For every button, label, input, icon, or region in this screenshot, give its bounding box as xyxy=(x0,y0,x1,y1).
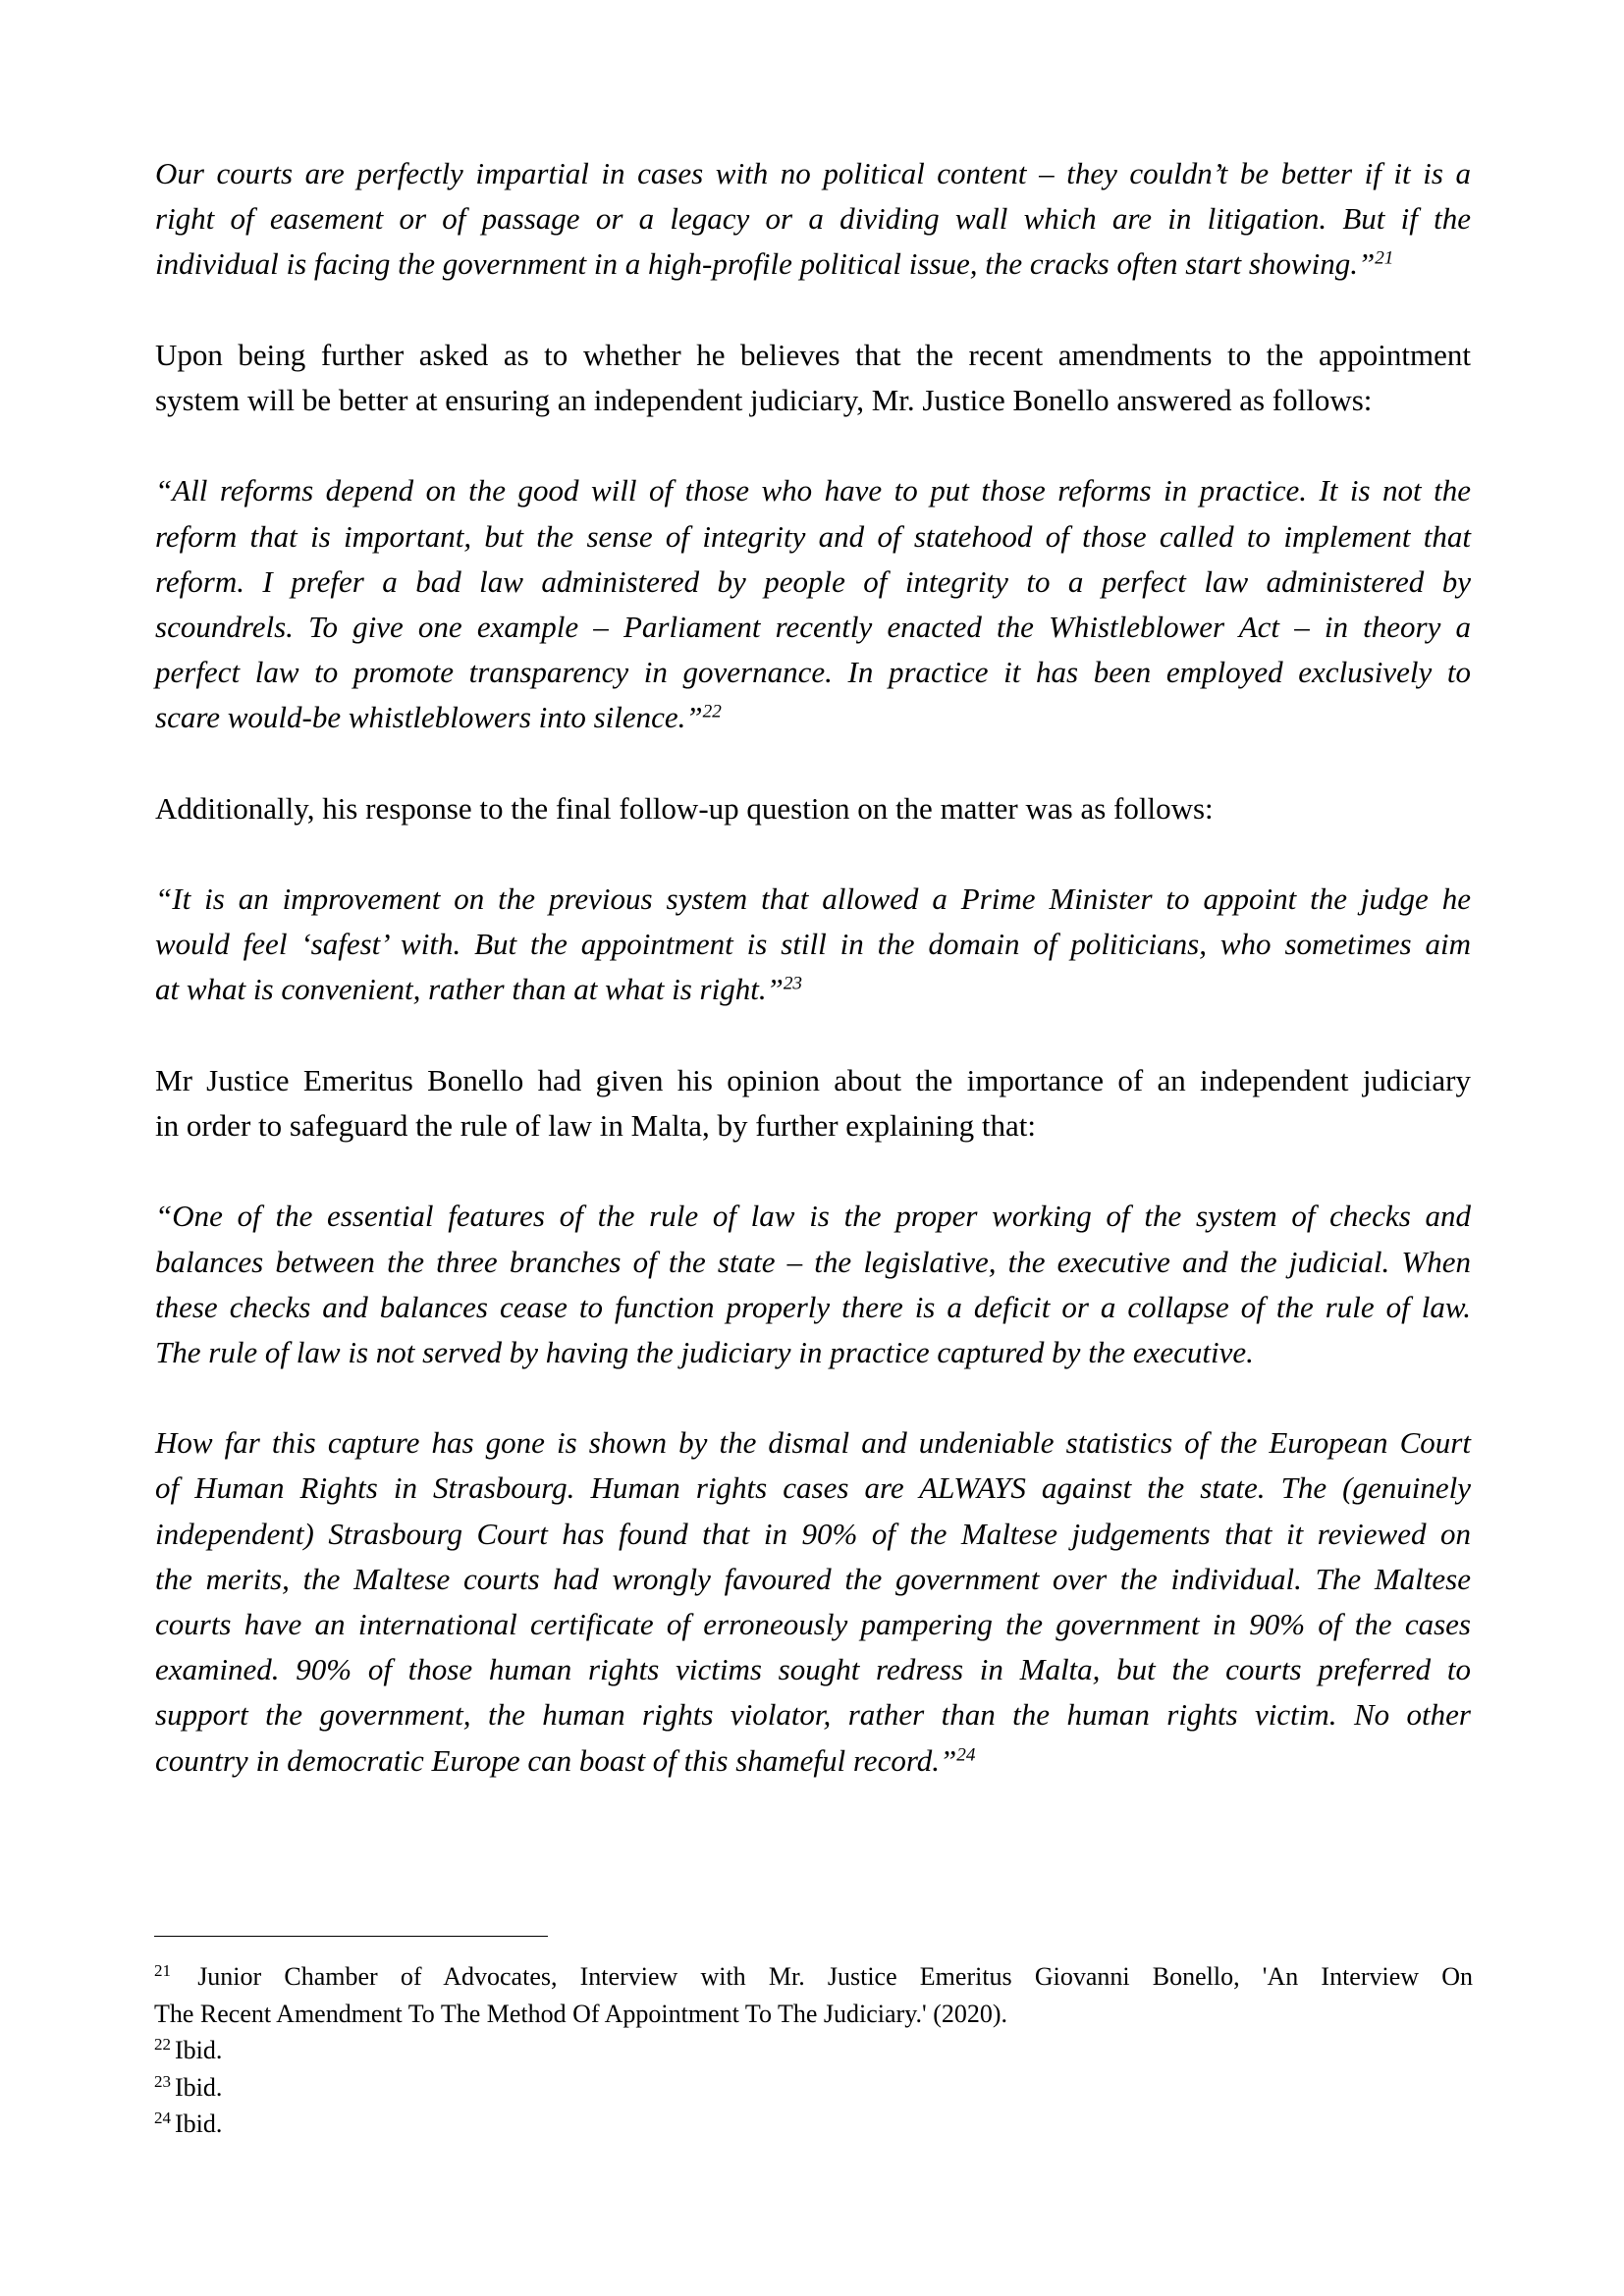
text-line: perfect law to promote transparency in governance. In practice it has been employed exclusively to xyxy=(155,655,1471,690)
text-line: in order to safeguard the rule of law in Malta, by further explaining that: xyxy=(155,1107,1036,1143)
footnote-21: $^{21}$ Junior Chamber of Advocates, Interview with Mr. Justice Emeritus Giovanni Bonello, 'An Interview On xyxy=(154,1961,1473,1991)
text-line: examined. 90% of those human rights victims sought redress in Malta, but the courts preferred to xyxy=(155,1652,1471,1687)
footnote-ref-21[interactable]: 21 xyxy=(1375,247,1394,269)
text-line: right of easement or of passage or a legacy or a dividing wall which are in litigation. But if the xyxy=(155,201,1471,237)
text-line: “All reforms depend on the good will of those who have to put those reforms in practice. It is not the xyxy=(155,473,1471,508)
footnote-number: 24 xyxy=(154,2109,171,2127)
footnote-24: $^{24}$ Ibid. xyxy=(154,2109,223,2138)
text-line: courts have an international certificate of erroneously pampering the government in 90% of the cases xyxy=(155,1607,1471,1641)
quote-paragraph-5 xyxy=(155,1420,1471,1784)
footnote-number: 22 xyxy=(154,2035,171,2054)
text-line: these checks and balances cease to function properly there is a deficit or a collapse of the rule of law. xyxy=(155,1289,1471,1324)
text-line: Our courts are perfectly impartial in cases with no political content – they couldn’t be better if it is a xyxy=(155,156,1471,190)
text-line: reform. I prefer a bad law administered by people of integrity to a perfect law administered by xyxy=(155,563,1471,599)
footnotes xyxy=(154,1958,1473,2143)
text-line: would feel ‘safest’ with. But the appointment is still in the domain of politicians, who sometimes aim xyxy=(155,927,1471,962)
footnote-number: 21 xyxy=(154,1961,171,1980)
narrative-paragraph-3 xyxy=(155,1058,1471,1148)
footnote-23: $^{23}$ Ibid. xyxy=(154,2071,223,2102)
quote-paragraph-1 xyxy=(155,151,1471,288)
text-line: balances between the three branches of the state – the legislative, the executive and the judicial. When xyxy=(155,1244,1471,1279)
text-line: Upon being further asked as to whether he believes that the recent amendments to the appointment xyxy=(155,337,1471,372)
text-line: support the government, the human rights violator, rather than the human rights victim. No other xyxy=(155,1697,1471,1733)
narrative-paragraph-1 xyxy=(155,333,1471,423)
text-line: “It is an improvement on the previous system that allowed a Prime Minister to appoint the judge he xyxy=(155,881,1471,916)
text-line: scare would-be whistleblowers into silence.”$^{22}$ xyxy=(155,700,722,735)
text-line: at what is convenient, rather than at what is right.”$^{23}$ xyxy=(155,972,803,1007)
text-line: system will be better at ensuring an independent judiciary, Mr. Justice Bonello answered as follows: xyxy=(155,382,1373,417)
text-line: Mr Justice Emeritus Bonello had given his opinion about the importance of an independent judiciary xyxy=(155,1062,1471,1097)
quote-paragraph-3 xyxy=(155,877,1471,1013)
text-line: scoundrels. To give one example – Parliament recently enacted the Whistleblower Act – in theory a xyxy=(155,609,1471,644)
narrative-paragraph-2 xyxy=(155,786,1471,831)
footnote-21-continued: The Recent Amendment To The Method Of Appointment To The Judiciary.' (2020). xyxy=(154,1999,1008,2028)
footnote-ref-23[interactable]: 23 xyxy=(783,973,803,994)
quote-paragraph-4 xyxy=(155,1194,1471,1375)
footnote-separator xyxy=(154,1936,548,1937)
text-line: of Human Rights in Strasbourg. Human rights cases are ALWAYS against the state. The (genuinely xyxy=(155,1470,1471,1506)
text-line: “One of the essential features of the rule of law is the proper working of the system of checks and xyxy=(155,1199,1471,1234)
text-line: independent) Strasbourg Court has found that in 90% of the Maltese judgements that it reviewed on xyxy=(155,1516,1471,1551)
text-line: individual is facing the government in a high-profile political issue, the cracks often start showing.”$^{21}$ xyxy=(155,246,1394,282)
body-text xyxy=(155,151,1471,1829)
footnote-22: $^{22}$ Ibid. xyxy=(154,2035,223,2064)
footnote-ref-24[interactable]: 24 xyxy=(956,1744,976,1765)
text-line: country in democratic Europe can boast of this shameful record.”$^{24}$ xyxy=(155,1742,976,1778)
footnote-ref-22[interactable]: 22 xyxy=(702,701,722,722)
text-line: Additionally, his response to the final follow-up question on the matter was as follows: xyxy=(155,790,1214,826)
text-line: the merits, the Maltese courts had wrongly favoured the government over the individual. The Maltese xyxy=(155,1561,1471,1596)
text-line: The rule of law is not served by having the judiciary in practice captured by the executive. xyxy=(155,1334,1254,1369)
footnote-number: 23 xyxy=(154,2071,171,2091)
text-line: reform that is important, but the sense of integrity and of statehood of those called to implement that xyxy=(155,518,1471,554)
text-line: How far this capture has gone is shown by the dismal and undeniable statistics of the European Court xyxy=(155,1425,1471,1461)
quote-paragraph-2 xyxy=(155,468,1471,740)
